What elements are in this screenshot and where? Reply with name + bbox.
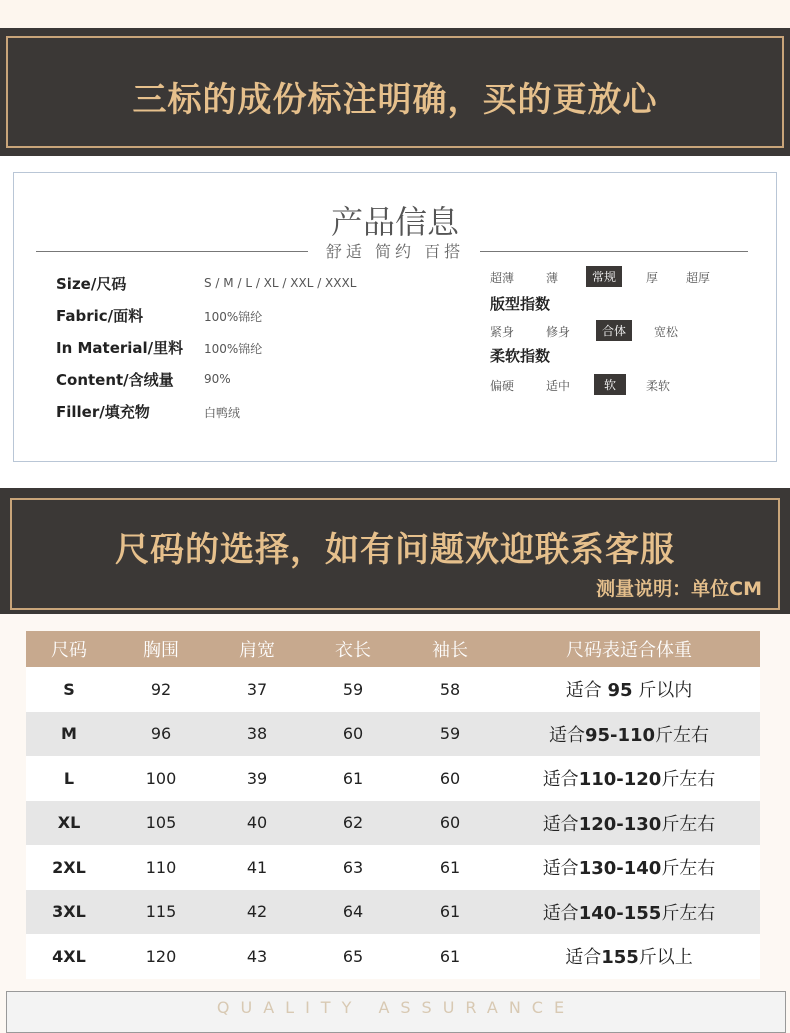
cell-sleeve: 61	[402, 845, 498, 890]
weight-fit-suffix: 斤左右	[661, 858, 716, 880]
cell-weight-fit	[498, 756, 760, 801]
spec-filler-label: Filler/填充物	[56, 403, 150, 421]
top-strip	[0, 0, 790, 28]
table-row	[26, 845, 760, 890]
fit-option: 修身	[546, 325, 571, 339]
cell-weight-fit	[498, 890, 760, 935]
cell-length: 65	[304, 934, 402, 979]
cell-size: XL	[26, 801, 112, 846]
spec-fabric-label: Fabric/面料	[56, 307, 144, 325]
cell-length: 60	[304, 712, 402, 757]
cell-sleeve: 60	[402, 756, 498, 801]
header-weight-fit: 尺码表适合体重	[498, 631, 760, 667]
weight-fit-suffix: 斤左右	[655, 724, 710, 746]
weight-fit-prefix: 适合	[565, 680, 608, 702]
header-size: 尺码	[26, 631, 112, 667]
cell-size: 3XL	[26, 890, 112, 935]
cell-length: 64	[304, 890, 402, 935]
divider-right	[480, 251, 748, 252]
cell-weight-fit	[498, 712, 760, 757]
spec-size-value: S / M / L / XL / XXL / XXXL	[204, 276, 357, 290]
cell-sleeve: 61	[402, 890, 498, 935]
size-guide-banner	[0, 488, 790, 614]
cell-shoulder: 40	[210, 801, 304, 846]
spec-fabric-value: 100%锦纶	[204, 310, 263, 324]
header-chest: 胸围	[112, 631, 210, 667]
weight-fit-suffix: 斤左右	[661, 769, 716, 791]
table-row	[26, 756, 760, 801]
quality-assurance-footer	[6, 991, 786, 1033]
weight-fit-suffix: 斤以内	[632, 680, 693, 702]
composition-banner-title: 三标的成份标注明确，买的更放心	[132, 80, 658, 120]
spec-lining-value: 100%锦纶	[204, 342, 263, 356]
cell-size: S	[26, 667, 112, 712]
cell-weight-fit	[498, 934, 760, 979]
header-sleeve: 袖长	[402, 631, 498, 667]
cell-shoulder: 38	[210, 712, 304, 757]
table-row	[26, 712, 760, 757]
weight-fit-prefix: 适合	[565, 947, 602, 969]
thickness-option: 厚	[646, 271, 659, 285]
weight-fit-suffix: 斤左右	[661, 813, 716, 835]
spec-lining-label: In Material/里料	[56, 339, 184, 357]
softness-index-heading: 柔软指数	[490, 347, 551, 365]
thickness-option: 超薄	[490, 271, 515, 285]
cell-weight-fit	[498, 845, 760, 890]
fit-option: 宽松	[654, 325, 679, 339]
cell-chest: 105	[112, 801, 210, 846]
table-header-row	[26, 631, 760, 667]
table-row	[26, 667, 760, 712]
weight-fit-range: 140-155	[578, 902, 662, 924]
cell-shoulder: 43	[210, 934, 304, 979]
spec-size-label: Size/尺码	[56, 275, 127, 293]
cell-shoulder: 42	[210, 890, 304, 935]
spec-content-label: Content/含绒量	[56, 371, 174, 389]
softness-option: 适中	[546, 379, 571, 393]
cell-sleeve: 60	[402, 801, 498, 846]
header-shoulder: 肩宽	[210, 631, 304, 667]
cell-weight-fit	[498, 801, 760, 846]
weight-fit-prefix: 适合	[548, 724, 585, 746]
weight-fit-range: 120-130	[578, 813, 662, 835]
product-info-card	[13, 172, 777, 462]
cell-sleeve: 61	[402, 934, 498, 979]
size-chart-table	[26, 631, 760, 979]
cell-chest: 92	[112, 667, 210, 712]
cell-chest: 115	[112, 890, 210, 935]
cell-chest: 96	[112, 712, 210, 757]
spec-filler-value: 白鸭绒	[204, 406, 241, 420]
fit-option: 紧身	[490, 325, 515, 339]
weight-fit-range: 110-120	[578, 769, 662, 791]
cell-chest: 100	[112, 756, 210, 801]
header-length: 衣长	[304, 631, 402, 667]
thickness-option-selected: 常规	[586, 266, 622, 287]
table-row	[26, 801, 760, 846]
cell-shoulder: 39	[210, 756, 304, 801]
weight-fit-prefix: 适合	[542, 902, 579, 924]
cell-length: 61	[304, 756, 402, 801]
product-info-subtitle: 舒适 简约 百搭	[325, 242, 465, 261]
cell-size: L	[26, 756, 112, 801]
weight-fit-prefix: 适合	[542, 813, 579, 835]
product-info-title: 产品信息	[330, 203, 459, 241]
cell-chest: 110	[112, 845, 210, 890]
thickness-option: 超厚	[686, 271, 711, 285]
softness-option: 偏硬	[490, 379, 515, 393]
weight-fit-range: 155	[601, 947, 639, 969]
softness-option-selected: 软	[594, 374, 626, 395]
weight-fit-suffix: 斤左右	[661, 902, 716, 924]
weight-fit-range: 95-110	[584, 724, 656, 746]
weight-fit-range: 95	[607, 680, 633, 702]
table-row	[26, 934, 760, 979]
fit-index-heading: 版型指数	[490, 295, 551, 313]
weight-fit-range: 130-140	[578, 858, 662, 880]
cell-sleeve: 59	[402, 712, 498, 757]
measurement-note: 测量说明：单位CM	[596, 578, 762, 600]
product-info-section	[0, 156, 790, 490]
size-guide-banner-title: 尺码的选择，如有问题欢迎联系客服	[115, 530, 675, 570]
weight-fit-suffix: 斤以上	[638, 947, 693, 969]
weight-fit-prefix: 适合	[542, 858, 579, 880]
thickness-option: 薄	[546, 271, 559, 285]
softness-option: 柔软	[646, 379, 671, 393]
weight-fit-prefix: 适合	[542, 769, 579, 791]
cell-chest: 120	[112, 934, 210, 979]
cell-shoulder: 37	[210, 667, 304, 712]
cell-size: 2XL	[26, 845, 112, 890]
spec-content-value: 90%	[204, 372, 231, 386]
cell-length: 59	[304, 667, 402, 712]
cell-weight-fit	[498, 667, 760, 712]
fit-option-selected: 合体	[596, 320, 632, 341]
cell-length: 62	[304, 801, 402, 846]
quality-assurance-text: QUALITY ASSURANCE	[216, 998, 576, 1017]
composition-banner	[0, 28, 790, 156]
cell-sleeve: 58	[402, 667, 498, 712]
cell-size: 4XL	[26, 934, 112, 979]
cell-size: M	[26, 712, 112, 757]
cell-length: 63	[304, 845, 402, 890]
cell-shoulder: 41	[210, 845, 304, 890]
table-row	[26, 890, 760, 935]
